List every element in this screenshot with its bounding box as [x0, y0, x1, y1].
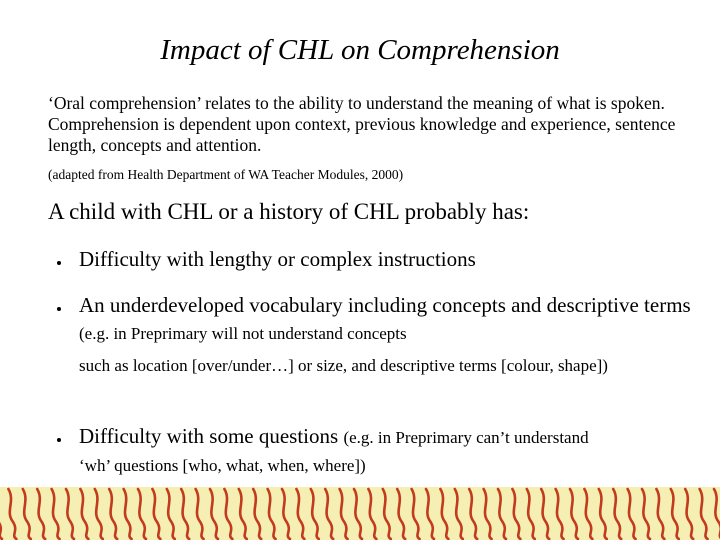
squiggle-stroke [282, 489, 290, 539]
bullet-item-3 [79, 423, 699, 451]
squiggle-stroke [23, 489, 31, 539]
squiggle-stroke [0, 489, 2, 539]
lead-sentence: A child with CHL or a history of CHL probably has: [48, 199, 530, 224]
squiggle-stroke [455, 489, 463, 539]
squiggle-stroke [239, 489, 247, 539]
squiggle-stroke [8, 489, 16, 539]
slide-title: Impact of CHL on Comprehension [160, 34, 560, 66]
squiggle-stroke [498, 489, 506, 539]
bullet-3-main: Difficulty with some questions [79, 424, 344, 448]
squiggle-stroke [570, 489, 578, 539]
squiggle-stroke [613, 489, 621, 539]
bullet-item-1 [79, 246, 699, 273]
squiggle-stroke [671, 489, 679, 539]
squiggle-stroke [181, 489, 189, 539]
squiggle-stroke [368, 489, 376, 539]
squiggle-stroke [109, 489, 117, 539]
squiggle-stroke [440, 489, 448, 539]
squiggle-stroke [210, 489, 218, 539]
bullet-2-main: An underdeveloped vocabulary including concepts and descriptive terms [79, 293, 691, 317]
squiggle-stroke [124, 489, 132, 539]
intro-paragraph: ‘Oral comprehension’ relates to the ability to understand the meaning of what is spoken. Comprehension is dependent upon context, previous knowledge and experience, sentence length, concepts and attention. [48, 93, 676, 155]
squiggle-stroke [484, 489, 492, 539]
squiggle-stroke [311, 489, 319, 539]
squiggle-stroke [628, 489, 636, 539]
squiggle-stroke [66, 489, 74, 539]
squiggle-stroke [325, 489, 333, 539]
squiggle-pattern [0, 487, 720, 540]
squiggle-stroke [700, 489, 708, 539]
bullet-3-continuation: ‘wh’ questions [who, what, when, where]) [79, 456, 366, 475]
squiggle-stroke [152, 489, 160, 539]
squiggle-stroke [224, 489, 232, 539]
bullet-item-2 [79, 292, 699, 347]
squiggle-stroke [37, 489, 45, 539]
bullet-2-continuation: such as location [over/under…] or size, and descriptive terms [colour, shape]) [79, 356, 608, 375]
squiggle-stroke [397, 489, 405, 539]
squiggle-stroke [642, 489, 650, 539]
bullet-1-main: Difficulty with lengthy or complex instructions [79, 247, 476, 271]
squiggle-stroke [340, 489, 348, 539]
squiggle-stroke [469, 489, 477, 539]
squiggle-stroke [584, 489, 592, 539]
squiggle-stroke [685, 489, 693, 539]
squiggle-stroke [354, 489, 362, 539]
squiggle-stroke [527, 489, 535, 539]
squiggle-stroke [383, 489, 391, 539]
squiggle-stroke [80, 489, 88, 539]
squiggle-stroke [167, 489, 175, 539]
bullet-dot-icon [57, 261, 61, 265]
source-citation: (adapted from Health Department of WA Teacher Modules, 2000) [48, 167, 404, 182]
squiggle-stroke [138, 489, 146, 539]
squiggle-stroke [95, 489, 103, 539]
squiggle-stroke [656, 489, 664, 539]
bullet-dot-icon [57, 438, 61, 442]
bullet-3-detail: (e.g. in Preprimary can’t understand [343, 428, 589, 447]
squiggle-stroke [541, 489, 549, 539]
squiggle-stroke [599, 489, 607, 539]
bullet-2-detail: (e.g. in Preprimary will not understand concepts [79, 324, 407, 343]
squiggle-stroke [426, 489, 434, 539]
squiggle-stroke [268, 489, 276, 539]
squiggle-stroke [512, 489, 520, 539]
squiggle-stroke [412, 489, 420, 539]
squiggle-stroke [556, 489, 564, 539]
squiggle-stroke [253, 489, 261, 539]
footer-decoration [0, 487, 720, 540]
squiggle-stroke [196, 489, 204, 539]
bullet-dot-icon [57, 307, 61, 311]
squiggle-stroke [296, 489, 304, 539]
squiggle-stroke [52, 489, 60, 539]
squiggle-stroke [714, 489, 720, 539]
